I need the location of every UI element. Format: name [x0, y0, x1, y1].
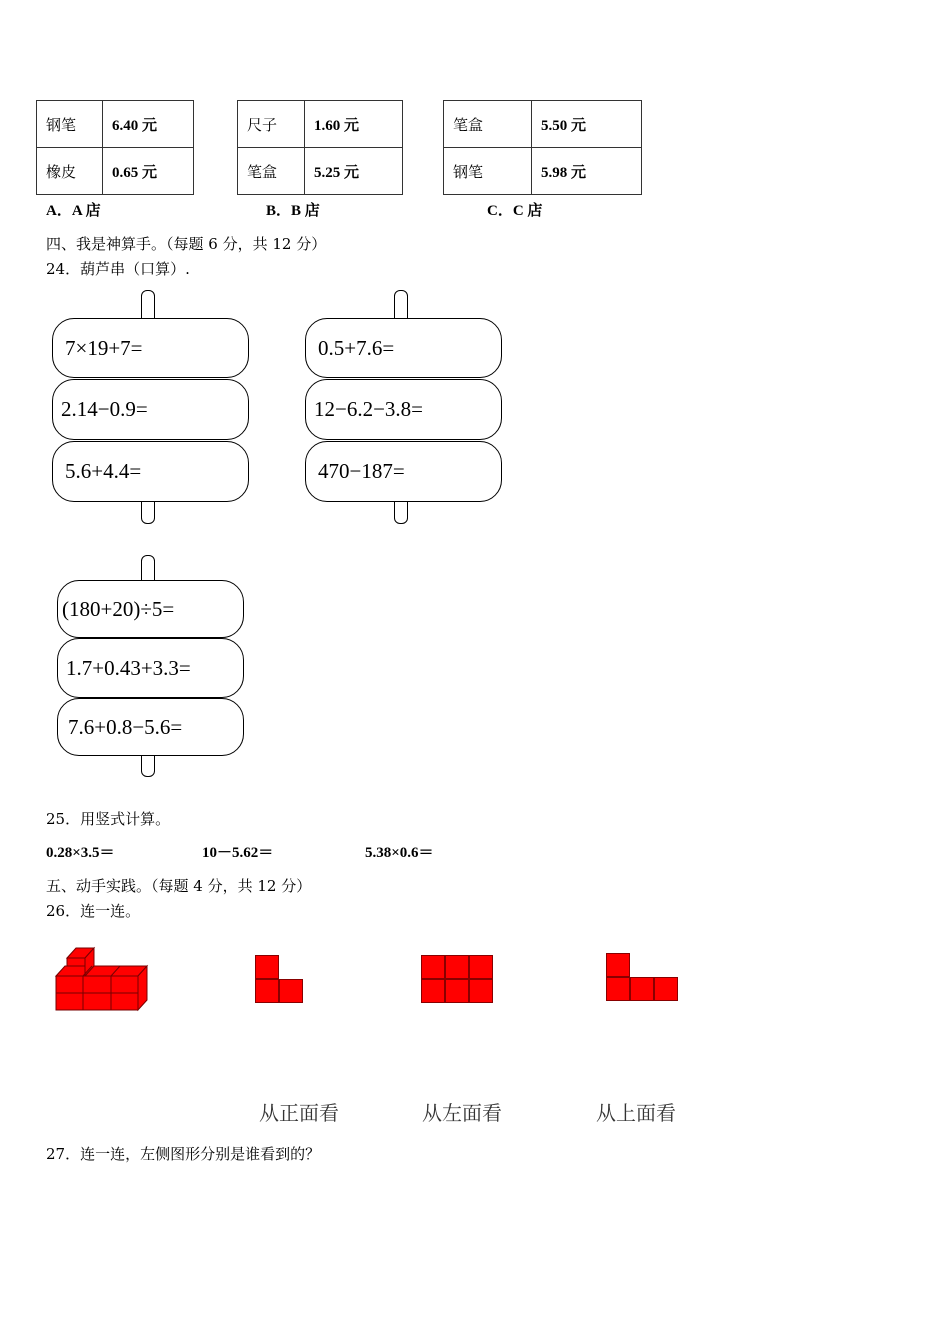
gourd-expression: 12−6.2−3.8=: [305, 379, 502, 440]
vertical-calc-3: 5.38×0.6＝: [365, 845, 434, 861]
item-price: 5.98 元: [532, 148, 642, 195]
label-left-view: 从左面看: [422, 1101, 502, 1125]
square: [445, 979, 469, 1003]
item-name: 钢笔: [444, 148, 532, 195]
label-front-view: 从正面看: [259, 1101, 339, 1125]
gourd-expression: 7×19+7=: [52, 318, 249, 378]
item-price: 6.40 元: [103, 101, 194, 148]
gourd-expression: (180+20)÷5=: [57, 580, 244, 638]
question-25: 25．用竖式计算。: [46, 810, 171, 828]
shop-a-table: [36, 100, 194, 195]
square: [279, 979, 303, 1003]
square: [445, 955, 469, 979]
gourd-expression: 7.6+0.8−5.6=: [57, 698, 244, 756]
item-price: 5.50 元: [532, 101, 642, 148]
label-top-view: 从上面看: [596, 1101, 676, 1125]
option-b[interactable]: B．B 店: [266, 203, 320, 219]
cube-stack-figure: [52, 938, 152, 1016]
square: [606, 953, 630, 977]
question-27: 27．连一连，左侧图形分别是谁看到的？: [46, 1145, 321, 1163]
item-price: 1.60 元: [305, 101, 403, 148]
square: [469, 979, 493, 1003]
gourd-expression: 470−187=: [305, 441, 502, 502]
shop-c-table: [443, 100, 642, 195]
square: [630, 977, 654, 1001]
vertical-calc-2: 10－5.62＝: [202, 845, 274, 861]
item-name: 尺子: [238, 101, 305, 148]
option-c[interactable]: C．C 店: [487, 203, 543, 219]
gourd-expression: 2.14−0.9=: [52, 379, 249, 440]
item-price: 5.25 元: [305, 148, 403, 195]
item-name: 笔盒: [444, 101, 532, 148]
square: [255, 955, 279, 979]
section-4-heading: 四、我是神算手。（每题 6 分，共 12 分）: [46, 235, 327, 253]
square: [469, 955, 493, 979]
gourd-expression: 1.7+0.43+3.3=: [57, 638, 244, 698]
square: [654, 977, 678, 1001]
option-a[interactable]: A．A 店: [46, 203, 101, 219]
gourd-expression: 0.5+7.6=: [305, 318, 502, 378]
item-name: 钢笔: [37, 101, 103, 148]
vertical-calc-1: 0.28×3.5＝: [46, 845, 115, 861]
section-5-heading: 五、动手实践。（每题 4 分，共 12 分）: [46, 877, 312, 895]
item-name: 笔盒: [238, 148, 305, 195]
item-name: 橡皮: [37, 148, 103, 195]
square: [255, 979, 279, 1003]
item-price: 0.65 元: [103, 148, 194, 195]
question-26: 26．连一连。: [46, 902, 141, 920]
shop-b-table: [237, 100, 403, 195]
question-24: 24．葫芦串（口算）.: [46, 260, 190, 278]
square: [421, 979, 445, 1003]
gourd-expression: 5.6+4.4=: [52, 441, 249, 502]
square: [606, 977, 630, 1001]
square: [421, 955, 445, 979]
